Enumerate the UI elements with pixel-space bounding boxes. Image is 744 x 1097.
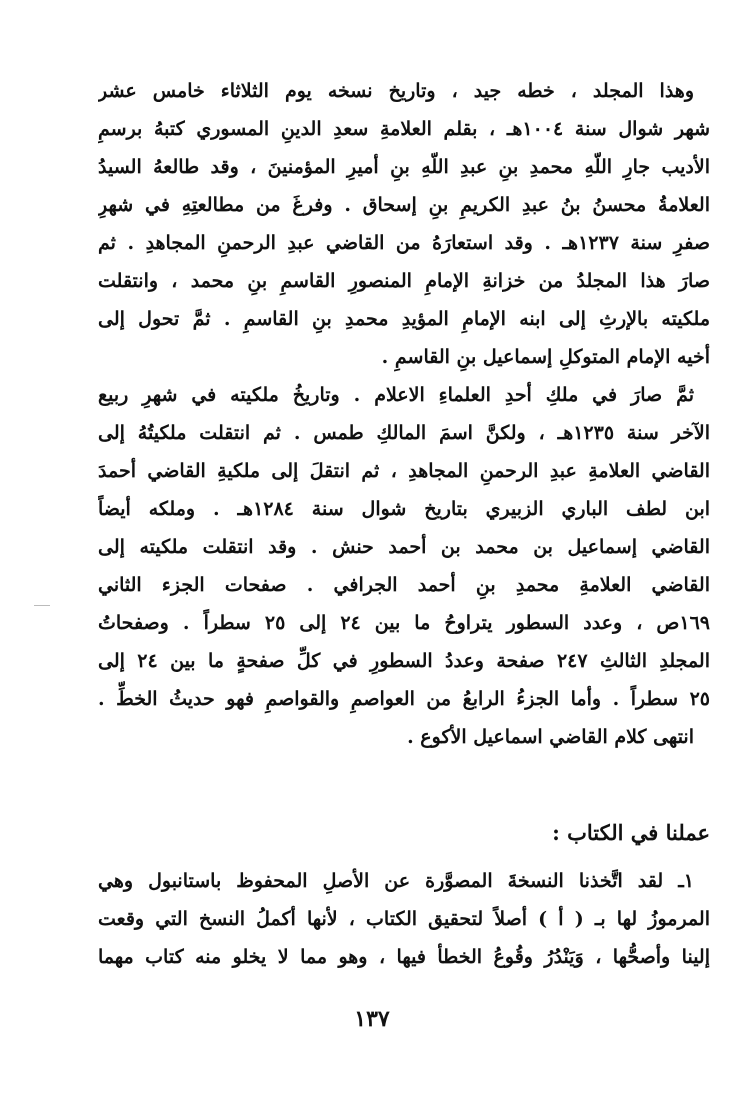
text-line: صفرِ سنة ١٢٣٧هـ . وقد استعارَهُ من القاضي عبدِ الرحمنِ المجاهدِ . ثم [98, 232, 710, 254]
text-line: صارَ هذا المجلدُ من خزانةِ الإمامِ المنصورِ القاسمِ بنِ محمد ، وانتقلت [98, 270, 710, 292]
text-line: القاضي العلامةِ محمدِ بنِ أحمد الجرافي . صفحات الجزء الثاني [98, 574, 710, 596]
text-line: ١٦٩ص ، وعدد السطور يتراوحُ ما بين ٢٤ إلى ٢٥ سطراً . وصفحاتُ [98, 612, 710, 634]
text-line: ملكيته بالإرثِ إلى ابنه الإمامِ المؤيدِ محمدِ بنِ القاسمِ . ثمَّ تحول إلى [98, 308, 710, 330]
text-line: شهر شوال سنة ١٠٠٤هـ ، بقلم العلامةِ سعدِ الدينِ المسوري كتبهُ برسمِ [98, 118, 710, 140]
text-line: إلينا وأصحُّها ، وَيَنْدُرُ وقُوعُ الخطأ فيها ، وهو مما لا يخلو منه كتاب مهما [98, 946, 710, 968]
paragraph-our-work [98, 862, 710, 976]
text-line: الآخر سنة ١٢٣٥هـ ، ولكنَّ اسمَ المالكِ طمس . ثم انتقلت ملكيتُهُ إلى [98, 422, 710, 444]
text-line: العلامةُ محسنُ بنُ عبدِ الكريمِ بنِ إسحاق . وفرغَ من مطالعتِهِ في شهرِ [98, 194, 710, 216]
text-line: المرموزُ لها بـ ( أ ) أصلاً لتحقيق الكتاب ، لأنها أكملُ النسخ التي وقعت [98, 908, 710, 930]
text-line: الأديب جارِ اللّهِ محمدِ بنِ عبدِ اللّهِ بنِ أميرِ المؤمنينَ ، وقد طالعهُ السيدُ [98, 156, 710, 178]
section-heading: عملنا في الكتاب : [552, 820, 710, 845]
text-line: المجلدِ الثالثِ ٢٤٧ صفحة وعددُ السطورِ في كلِّ صفحةٍ ما بين ٢٤ إلى [98, 650, 710, 672]
text-line: ابن لطف الباري الزبيري بتاريخ شوال سنة ١٢٨٤هـ . وملكه أيضاً [98, 498, 710, 520]
scan-margin-mark [34, 605, 50, 606]
paragraph-ownership [98, 376, 710, 756]
text-line: ٢٥ سطراً . وأما الجزءُ الرابعُ من العواصمِ والقواصمِ فهو حديثُ الخطِّ . [98, 688, 710, 710]
text-line: وهذا المجلد ، خطه جيد ، وتاريخ نسخه يوم الثلاثاء خامس عشر [98, 80, 694, 102]
paragraph-manuscript-history [98, 72, 710, 376]
text-line: القاضي العلامةِ عبدِ الرحمنِ المجاهدِ ، ثم انتقلَ إلى ملكيةِ القاضي أحمدَ [98, 460, 710, 482]
page-number: ١٣٧ [354, 1006, 390, 1032]
text-line: انتهى كلام القاضي اسماعيل الأكوع . [407, 726, 694, 748]
text-line: أخيه الإمام المتوكلِ إسماعيل بنِ القاسمِ . [381, 346, 710, 368]
text-line: القاضي إسماعيل بن محمد بن أحمد حنش . وقد انتقلت ملكيته إلى [98, 536, 710, 558]
text-line: ثمَّ صارَ في ملكِ أحدِ العلماءِ الاعلام . وتاريخُ ملكيته في شهرِ ربيع [98, 384, 694, 406]
text-line: ١ـ لقد اتَّخذنا النسخةَ المصوَّرة عن الأصلِ المحفوظ باستانبول وهي [98, 870, 694, 892]
